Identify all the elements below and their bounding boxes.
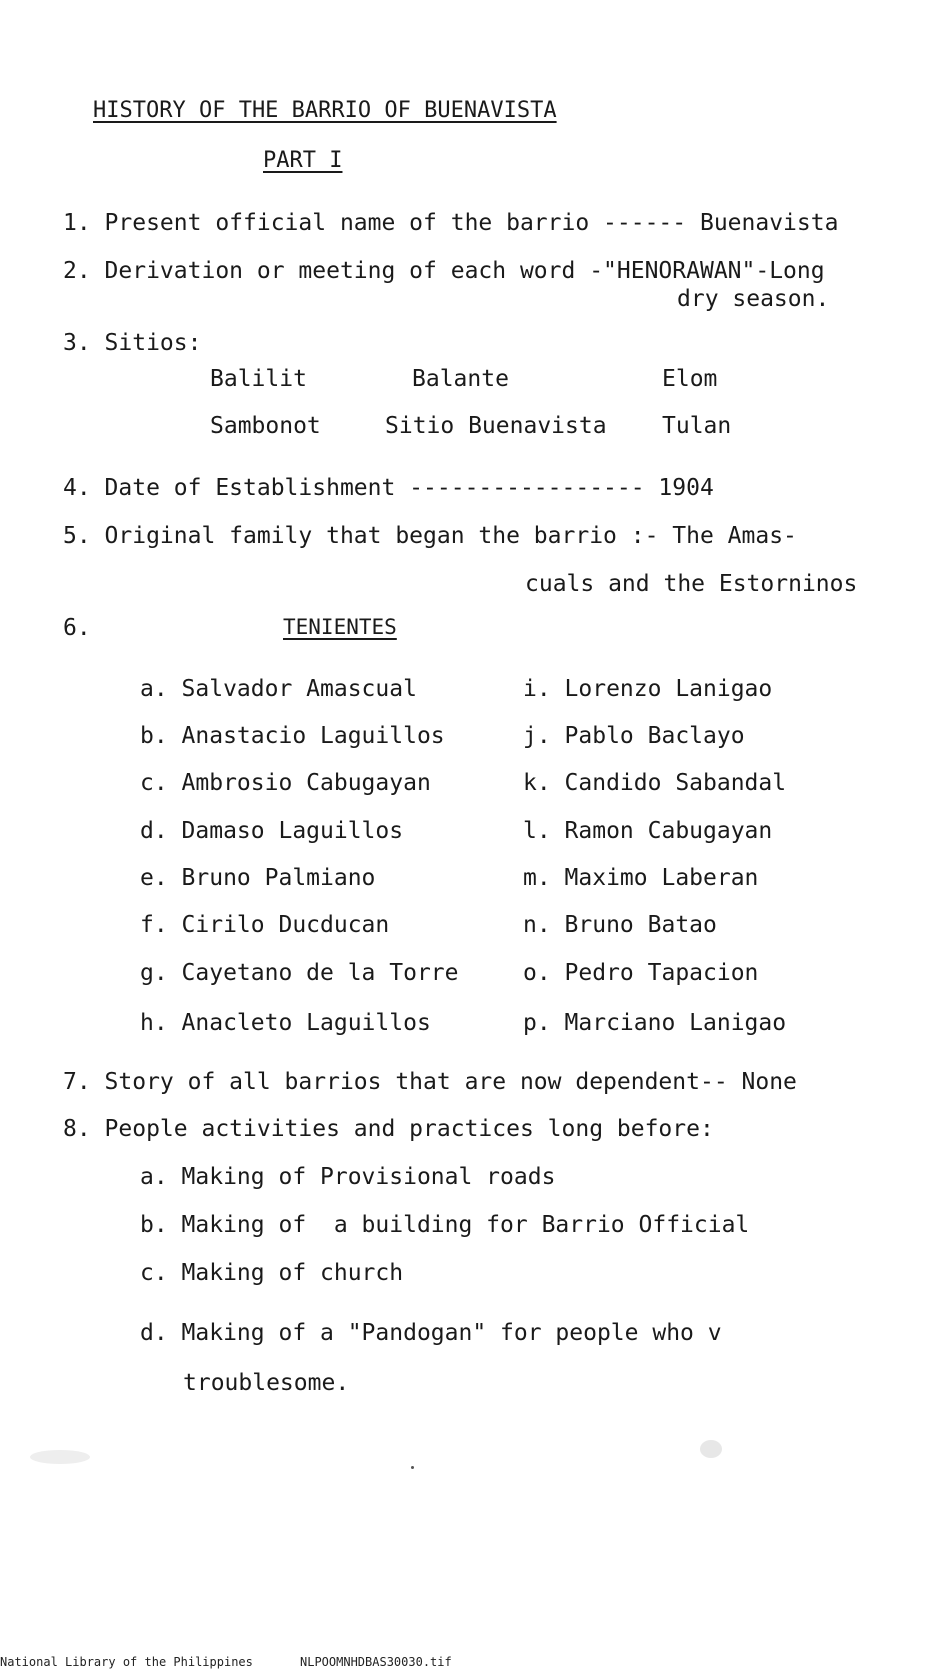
item-4: 4. Date of Establishment ----------------- 1904 [63, 475, 714, 501]
part-heading: PART I [263, 148, 343, 173]
teniente-left: f. Cirilo Ducducan [140, 912, 390, 938]
teniente-right: p. Marciano Lanigao [523, 1010, 787, 1036]
item-6-number: 6. [63, 615, 91, 641]
teniente-left: b. Anastacio Laguillos [140, 723, 445, 749]
teniente-left: d. Damaso Laguillos [140, 818, 404, 844]
activity-item: a. Making of Provisional roads [140, 1164, 556, 1190]
sitio-name: Sambonot [210, 413, 321, 439]
sitio-name: Sitio Buenavista [385, 413, 607, 439]
teniente-right: m. Maximo Laberan [523, 865, 759, 891]
teniente-left: g. Cayetano de la Torre [140, 960, 459, 986]
scan-speck [30, 1450, 90, 1464]
teniente-right: l. Ramon Cabugayan [523, 818, 773, 844]
item-2-line-1: 2. Derivation or meeting of each word -"HENORAWAN"-Long [63, 258, 825, 284]
sitio-name: Elom [662, 366, 718, 392]
teniente-right: o. Pedro Tapacion [523, 960, 759, 986]
item-5-line-2: cuals and the Estorninos [525, 571, 858, 597]
document-title: HISTORY OF THE BARRIO OF BUENAVISTA [93, 98, 557, 123]
item-2-line-2: dry season. [677, 286, 830, 312]
footer-file-id: NLPOOMNHDBAS30030.tif [300, 1655, 452, 1669]
teniente-left: e. Bruno Palmiano [140, 865, 376, 891]
footer-library-name: National Library of the Philippines [0, 1655, 253, 1669]
scan-speck [411, 1466, 414, 1469]
teniente-left: h. Anacleto Laguillos [140, 1010, 431, 1036]
sitio-name: Balante [412, 366, 509, 392]
teniente-right: k. Candido Sabandal [523, 770, 787, 796]
item-7: 7. Story of all barrios that are now dependent-- None [63, 1069, 797, 1095]
teniente-left: a. Salvador Amascual [140, 676, 417, 702]
item-5-line-1: 5. Original family that began the barrio :- The Amas- [63, 523, 797, 549]
scan-speck [700, 1440, 722, 1458]
activity-item: d. Making of a "Pandogan" for people who v [140, 1320, 722, 1346]
item-1: 1. Present official name of the barrio ------ Buenavista [63, 210, 839, 236]
item-3-label: 3. Sitios: [63, 330, 202, 356]
item-8: 8. People activities and practices long before: [63, 1116, 714, 1142]
teniente-left: c. Ambrosio Cabugayan [140, 770, 431, 796]
activity-continuation: troublesome. [183, 1370, 350, 1396]
sitio-name: Balilit [210, 366, 307, 392]
activity-item: b. Making of a building for Barrio Official [140, 1212, 750, 1238]
teniente-right: n. Bruno Batao [523, 912, 717, 938]
sitio-name: Tulan [662, 413, 732, 439]
teniente-right: i. Lorenzo Lanigao [523, 676, 773, 702]
tenientes-heading: TENIENTES [283, 615, 397, 639]
activity-item: c. Making of church [140, 1260, 404, 1286]
teniente-right: j. Pablo Baclayo [523, 723, 745, 749]
